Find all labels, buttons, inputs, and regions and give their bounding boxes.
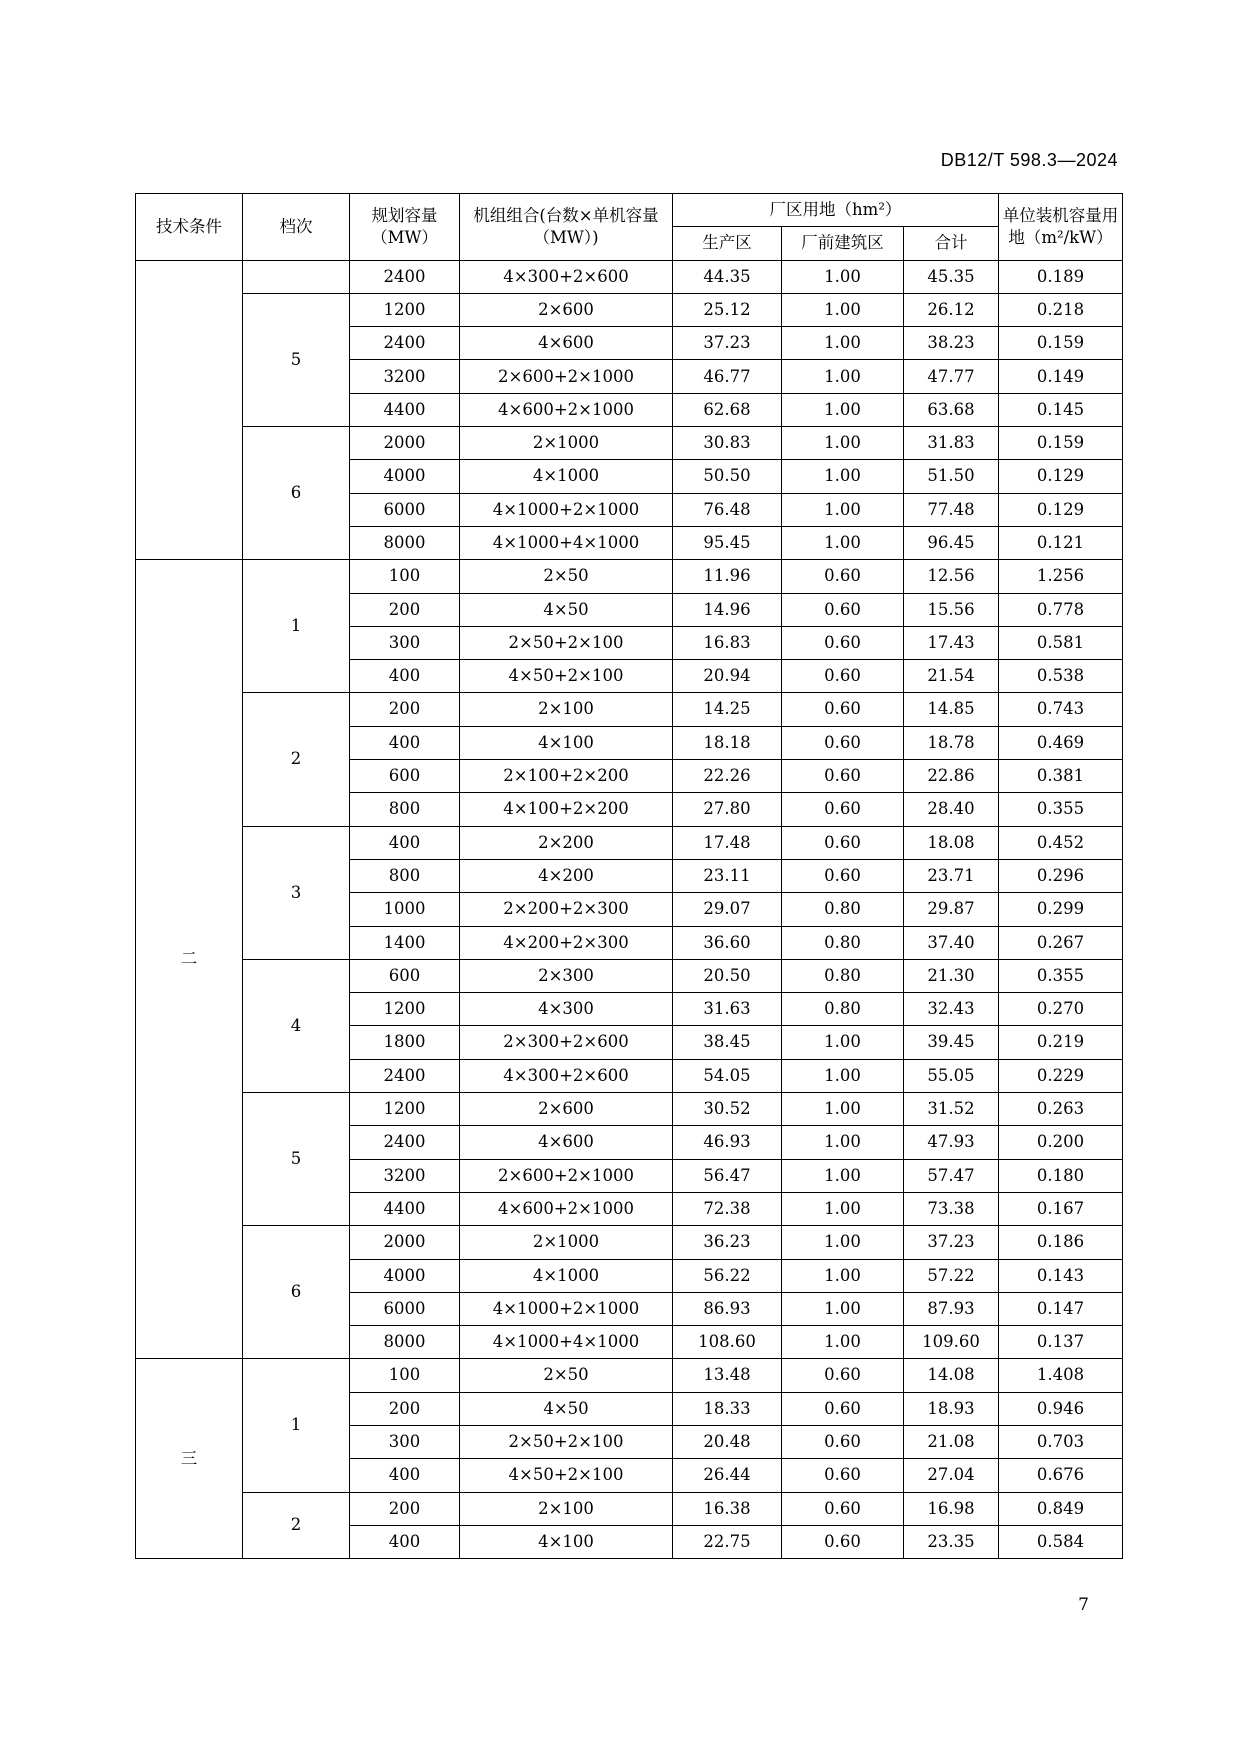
cell-combination: 4×600+2×1000 xyxy=(460,1192,673,1225)
cell-unit-land-use: 0.270 xyxy=(999,993,1123,1026)
cell-grade: 1 xyxy=(243,1359,350,1492)
cell-total: 29.87 xyxy=(904,893,999,926)
cell-unit-land-use: 0.849 xyxy=(999,1492,1123,1525)
cell-unit-land-use: 0.186 xyxy=(999,1226,1123,1259)
cell-total: 57.22 xyxy=(904,1259,999,1292)
cell-front-building: 0.60 xyxy=(782,1459,904,1492)
cell-production: 11.96 xyxy=(673,560,782,593)
cell-combination: 4×200 xyxy=(460,859,673,892)
cell-combination: 2×1000 xyxy=(460,1226,673,1259)
cell-production: 22.75 xyxy=(673,1525,782,1558)
cell-grade: 2 xyxy=(243,693,350,826)
cell-unit-land-use: 0.676 xyxy=(999,1459,1123,1492)
cell-capacity: 200 xyxy=(350,1392,460,1425)
cell-unit-land-use: 0.469 xyxy=(999,726,1123,759)
cell-front-building: 0.60 xyxy=(782,1425,904,1458)
cell-front-building: 0.80 xyxy=(782,959,904,992)
cell-front-building: 1.00 xyxy=(782,293,904,326)
cell-unit-land-use: 0.129 xyxy=(999,460,1123,493)
cell-combination: 2×100 xyxy=(460,1492,673,1525)
cell-capacity: 6000 xyxy=(350,1292,460,1325)
cell-capacity: 4400 xyxy=(350,1192,460,1225)
cell-total: 21.30 xyxy=(904,959,999,992)
cell-total: 28.40 xyxy=(904,793,999,826)
cell-capacity: 6000 xyxy=(350,493,460,526)
cell-total: 14.08 xyxy=(904,1359,999,1392)
cell-front-building: 1.00 xyxy=(782,360,904,393)
cell-unit-land-use: 0.452 xyxy=(999,826,1123,859)
cell-front-building: 1.00 xyxy=(782,1192,904,1225)
cell-front-building: 0.60 xyxy=(782,1492,904,1525)
cell-combination: 4×600 xyxy=(460,1126,673,1159)
cell-grade: 1 xyxy=(243,560,350,693)
cell-unit-land-use: 0.267 xyxy=(999,926,1123,959)
cell-production: 37.23 xyxy=(673,327,782,360)
cell-combination: 4×50 xyxy=(460,1392,673,1425)
cell-total: 57.47 xyxy=(904,1159,999,1192)
cell-total: 23.35 xyxy=(904,1525,999,1558)
cell-combination: 2×50+2×100 xyxy=(460,626,673,659)
cell-production: 14.25 xyxy=(673,693,782,726)
cell-capacity: 3200 xyxy=(350,1159,460,1192)
cell-production: 20.48 xyxy=(673,1425,782,1458)
cell-front-building: 1.00 xyxy=(782,1093,904,1126)
cell-front-building: 1.00 xyxy=(782,493,904,526)
cell-unit-land-use: 0.538 xyxy=(999,660,1123,693)
cell-production: 26.44 xyxy=(673,1459,782,1492)
cell-total: 55.05 xyxy=(904,1059,999,1092)
cell-unit-land-use: 0.137 xyxy=(999,1326,1123,1359)
cell-front-building: 0.80 xyxy=(782,926,904,959)
cell-total: 22.86 xyxy=(904,760,999,793)
cell-unit-land-use: 0.147 xyxy=(999,1292,1123,1325)
table-row xyxy=(136,826,1123,859)
cell-capacity: 2400 xyxy=(350,327,460,360)
cell-unit-land-use: 0.129 xyxy=(999,493,1123,526)
cell-tech-condition: 三 xyxy=(136,1359,243,1559)
cell-capacity: 300 xyxy=(350,1425,460,1458)
cell-total: 47.93 xyxy=(904,1126,999,1159)
cell-combination: 4×1000 xyxy=(460,1259,673,1292)
cell-total: 77.48 xyxy=(904,493,999,526)
cell-combination: 4×50+2×100 xyxy=(460,1459,673,1492)
cell-unit-land-use: 0.219 xyxy=(999,1026,1123,1059)
cell-combination: 4×300 xyxy=(460,993,673,1026)
cell-capacity: 8000 xyxy=(350,1326,460,1359)
cell-total: 27.04 xyxy=(904,1459,999,1492)
table-row xyxy=(136,693,1123,726)
cell-combination: 2×50 xyxy=(460,1359,673,1392)
cell-unit-land-use: 0.581 xyxy=(999,626,1123,659)
cell-front-building: 0.60 xyxy=(782,1359,904,1392)
cell-production: 86.93 xyxy=(673,1292,782,1325)
cell-total: 16.98 xyxy=(904,1492,999,1525)
cell-combination: 2×300+2×600 xyxy=(460,1026,673,1059)
cell-combination: 2×600+2×1000 xyxy=(460,360,673,393)
cell-production: 31.63 xyxy=(673,993,782,1026)
cell-total: 18.08 xyxy=(904,826,999,859)
page-number: 7 xyxy=(1078,1595,1089,1615)
cell-production: 20.94 xyxy=(673,660,782,693)
cell-capacity: 800 xyxy=(350,859,460,892)
cell-front-building: 1.00 xyxy=(782,260,904,293)
document-id: DB12/T 598.3—2024 xyxy=(940,150,1118,170)
cell-combination: 4×600 xyxy=(460,327,673,360)
cell-capacity: 300 xyxy=(350,626,460,659)
table-row xyxy=(136,1492,1123,1525)
cell-combination: 2×1000 xyxy=(460,427,673,460)
header-production-zone: 生产区 xyxy=(673,227,782,260)
land-use-table xyxy=(135,193,1123,1559)
cell-combination: 4×300+2×600 xyxy=(460,260,673,293)
header-planned-capacity: 规划容量（MW） xyxy=(350,194,460,261)
cell-unit-land-use: 0.229 xyxy=(999,1059,1123,1092)
cell-production: 50.50 xyxy=(673,460,782,493)
cell-capacity: 1200 xyxy=(350,993,460,1026)
cell-production: 76.48 xyxy=(673,493,782,526)
header-grade: 档次 xyxy=(243,194,350,261)
cell-total: 47.77 xyxy=(904,360,999,393)
cell-total: 12.56 xyxy=(904,560,999,593)
cell-unit-land-use: 0.263 xyxy=(999,1093,1123,1126)
cell-production: 108.60 xyxy=(673,1326,782,1359)
cell-production: 44.35 xyxy=(673,260,782,293)
cell-unit-land-use: 0.189 xyxy=(999,260,1123,293)
cell-front-building: 0.80 xyxy=(782,893,904,926)
table-row xyxy=(136,427,1123,460)
cell-front-building: 0.80 xyxy=(782,993,904,1026)
cell-combination: 4×300+2×600 xyxy=(460,1059,673,1092)
cell-total: 21.08 xyxy=(904,1425,999,1458)
cell-capacity: 600 xyxy=(350,760,460,793)
cell-unit-land-use: 0.143 xyxy=(999,1259,1123,1292)
cell-combination: 4×1000+2×1000 xyxy=(460,1292,673,1325)
cell-production: 38.45 xyxy=(673,1026,782,1059)
cell-capacity: 400 xyxy=(350,826,460,859)
header-unit-land-use: 单位装机容量用地（m²/kW） xyxy=(999,194,1123,261)
cell-grade: 5 xyxy=(243,1093,350,1226)
table-row xyxy=(136,293,1123,326)
cell-total: 39.45 xyxy=(904,1026,999,1059)
cell-production: 46.93 xyxy=(673,1126,782,1159)
cell-unit-land-use: 0.296 xyxy=(999,859,1123,892)
cell-capacity: 600 xyxy=(350,959,460,992)
cell-total: 18.78 xyxy=(904,726,999,759)
cell-production: 62.68 xyxy=(673,393,782,426)
cell-unit-land-use: 0.299 xyxy=(999,893,1123,926)
cell-combination: 2×100 xyxy=(460,693,673,726)
cell-front-building: 0.60 xyxy=(782,660,904,693)
cell-combination: 4×1000 xyxy=(460,460,673,493)
cell-combination: 2×100+2×200 xyxy=(460,760,673,793)
cell-production: 36.23 xyxy=(673,1226,782,1259)
cell-grade: 4 xyxy=(243,959,350,1092)
table-row xyxy=(136,260,1123,293)
cell-total: 51.50 xyxy=(904,460,999,493)
cell-front-building: 1.00 xyxy=(782,427,904,460)
cell-front-building: 0.60 xyxy=(782,560,904,593)
cell-total: 87.93 xyxy=(904,1292,999,1325)
cell-total: 37.40 xyxy=(904,926,999,959)
table-row xyxy=(136,1226,1123,1259)
cell-unit-land-use: 0.200 xyxy=(999,1126,1123,1159)
cell-capacity: 1000 xyxy=(350,893,460,926)
cell-combination: 4×50 xyxy=(460,593,673,626)
cell-total: 31.52 xyxy=(904,1093,999,1126)
cell-front-building: 1.00 xyxy=(782,1059,904,1092)
cell-capacity: 4400 xyxy=(350,393,460,426)
cell-combination: 2×600+2×1000 xyxy=(460,1159,673,1192)
cell-capacity: 3200 xyxy=(350,360,460,393)
cell-capacity: 4000 xyxy=(350,460,460,493)
cell-front-building: 1.00 xyxy=(782,327,904,360)
cell-total: 17.43 xyxy=(904,626,999,659)
cell-unit-land-use: 0.149 xyxy=(999,360,1123,393)
cell-capacity: 4000 xyxy=(350,1259,460,1292)
cell-unit-land-use: 0.946 xyxy=(999,1392,1123,1425)
cell-unit-land-use: 0.778 xyxy=(999,593,1123,626)
cell-production: 20.50 xyxy=(673,959,782,992)
cell-combination: 2×300 xyxy=(460,959,673,992)
table-row xyxy=(136,1093,1123,1126)
cell-capacity: 400 xyxy=(350,726,460,759)
cell-total: 109.60 xyxy=(904,1326,999,1359)
cell-production: 17.48 xyxy=(673,826,782,859)
cell-capacity: 200 xyxy=(350,593,460,626)
cell-capacity: 1200 xyxy=(350,293,460,326)
cell-total: 63.68 xyxy=(904,393,999,426)
cell-production: 16.83 xyxy=(673,626,782,659)
cell-unit-land-use: 0.180 xyxy=(999,1159,1123,1192)
cell-front-building: 0.60 xyxy=(782,793,904,826)
cell-unit-land-use: 0.159 xyxy=(999,427,1123,460)
cell-production: 14.96 xyxy=(673,593,782,626)
cell-combination: 4×100 xyxy=(460,1525,673,1558)
cell-production: 16.38 xyxy=(673,1492,782,1525)
cell-total: 96.45 xyxy=(904,526,999,559)
cell-production: 27.80 xyxy=(673,793,782,826)
cell-production: 46.77 xyxy=(673,360,782,393)
cell-capacity: 200 xyxy=(350,693,460,726)
cell-total: 38.23 xyxy=(904,327,999,360)
cell-production: 30.83 xyxy=(673,427,782,460)
cell-production: 25.12 xyxy=(673,293,782,326)
cell-capacity: 2400 xyxy=(350,260,460,293)
cell-total: 18.93 xyxy=(904,1392,999,1425)
cell-production: 18.33 xyxy=(673,1392,782,1425)
cell-capacity: 8000 xyxy=(350,526,460,559)
cell-total: 15.56 xyxy=(904,593,999,626)
cell-front-building: 1.00 xyxy=(782,1226,904,1259)
cell-combination: 4×100+2×200 xyxy=(460,793,673,826)
cell-grade: 6 xyxy=(243,1226,350,1359)
header-front-building-zone: 厂前建筑区 xyxy=(782,227,904,260)
cell-front-building: 0.60 xyxy=(782,859,904,892)
cell-unit-land-use: 0.121 xyxy=(999,526,1123,559)
cell-unit-land-use: 0.743 xyxy=(999,693,1123,726)
cell-grade xyxy=(243,260,350,293)
cell-production: 30.52 xyxy=(673,1093,782,1126)
cell-production: 22.26 xyxy=(673,760,782,793)
cell-capacity: 2000 xyxy=(350,427,460,460)
cell-unit-land-use: 0.703 xyxy=(999,1425,1123,1458)
cell-production: 56.47 xyxy=(673,1159,782,1192)
header-unit-combination: 机组组合(台数×单机容量（MW）) xyxy=(460,194,673,261)
cell-unit-land-use: 0.159 xyxy=(999,327,1123,360)
cell-total: 45.35 xyxy=(904,260,999,293)
cell-combination: 2×600 xyxy=(460,1093,673,1126)
cell-total: 26.12 xyxy=(904,293,999,326)
table-row xyxy=(136,560,1123,593)
cell-front-building: 0.60 xyxy=(782,760,904,793)
cell-total: 14.85 xyxy=(904,693,999,726)
cell-production: 13.48 xyxy=(673,1359,782,1392)
cell-combination: 4×1000+4×1000 xyxy=(460,1326,673,1359)
cell-front-building: 0.60 xyxy=(782,826,904,859)
cell-combination: 4×600+2×1000 xyxy=(460,393,673,426)
cell-grade: 2 xyxy=(243,1492,350,1559)
cell-front-building: 0.60 xyxy=(782,626,904,659)
cell-front-building: 0.60 xyxy=(782,593,904,626)
cell-capacity: 1400 xyxy=(350,926,460,959)
table-body xyxy=(136,260,1123,1559)
cell-total: 31.83 xyxy=(904,427,999,460)
cell-tech-condition xyxy=(136,260,243,560)
cell-capacity: 400 xyxy=(350,660,460,693)
cell-grade: 3 xyxy=(243,826,350,959)
cell-grade: 6 xyxy=(243,427,350,560)
cell-front-building: 0.60 xyxy=(782,1525,904,1558)
cell-front-building: 1.00 xyxy=(782,526,904,559)
cell-unit-land-use: 0.218 xyxy=(999,293,1123,326)
cell-front-building: 1.00 xyxy=(782,1259,904,1292)
cell-front-building: 1.00 xyxy=(782,1026,904,1059)
cell-unit-land-use: 1.408 xyxy=(999,1359,1123,1392)
cell-grade: 5 xyxy=(243,293,350,426)
cell-production: 36.60 xyxy=(673,926,782,959)
table-row xyxy=(136,1359,1123,1392)
cell-combination: 4×50+2×100 xyxy=(460,660,673,693)
cell-unit-land-use: 0.167 xyxy=(999,1192,1123,1225)
cell-unit-land-use: 0.355 xyxy=(999,793,1123,826)
header-plant-area: 厂区用地（hm²） xyxy=(673,194,999,227)
cell-front-building: 1.00 xyxy=(782,1326,904,1359)
cell-combination: 2×50 xyxy=(460,560,673,593)
cell-total: 32.43 xyxy=(904,993,999,1026)
cell-unit-land-use: 0.355 xyxy=(999,959,1123,992)
cell-front-building: 1.00 xyxy=(782,1292,904,1325)
cell-total: 21.54 xyxy=(904,660,999,693)
cell-capacity: 1800 xyxy=(350,1026,460,1059)
cell-combination: 4×100 xyxy=(460,726,673,759)
cell-production: 95.45 xyxy=(673,526,782,559)
cell-tech-condition: 二 xyxy=(136,560,243,1359)
cell-capacity: 100 xyxy=(350,1359,460,1392)
cell-production: 54.05 xyxy=(673,1059,782,1092)
cell-production: 18.18 xyxy=(673,726,782,759)
cell-capacity: 2400 xyxy=(350,1126,460,1159)
cell-capacity: 400 xyxy=(350,1459,460,1492)
cell-front-building: 1.00 xyxy=(782,1126,904,1159)
cell-combination: 4×1000+2×1000 xyxy=(460,493,673,526)
cell-total: 37.23 xyxy=(904,1226,999,1259)
cell-unit-land-use: 0.381 xyxy=(999,760,1123,793)
cell-total: 23.71 xyxy=(904,859,999,892)
header-total: 合计 xyxy=(904,227,999,260)
cell-unit-land-use: 0.145 xyxy=(999,393,1123,426)
cell-combination: 2×600 xyxy=(460,293,673,326)
cell-front-building: 1.00 xyxy=(782,460,904,493)
cell-production: 72.38 xyxy=(673,1192,782,1225)
cell-combination: 4×1000+4×1000 xyxy=(460,526,673,559)
cell-capacity: 200 xyxy=(350,1492,460,1525)
cell-total: 73.38 xyxy=(904,1192,999,1225)
cell-unit-land-use: 0.584 xyxy=(999,1525,1123,1558)
cell-combination: 2×200 xyxy=(460,826,673,859)
cell-capacity: 1200 xyxy=(350,1093,460,1126)
header-tech-condition: 技术条件 xyxy=(136,194,243,261)
cell-capacity: 2400 xyxy=(350,1059,460,1092)
cell-front-building: 1.00 xyxy=(782,1159,904,1192)
cell-unit-land-use: 1.256 xyxy=(999,560,1123,593)
cell-front-building: 1.00 xyxy=(782,393,904,426)
cell-capacity: 2000 xyxy=(350,1226,460,1259)
cell-production: 29.07 xyxy=(673,893,782,926)
cell-combination: 2×200+2×300 xyxy=(460,893,673,926)
cell-front-building: 0.60 xyxy=(782,726,904,759)
cell-combination: 4×200+2×300 xyxy=(460,926,673,959)
cell-capacity: 800 xyxy=(350,793,460,826)
cell-production: 23.11 xyxy=(673,859,782,892)
table-row xyxy=(136,959,1123,992)
cell-front-building: 0.60 xyxy=(782,1392,904,1425)
cell-capacity: 400 xyxy=(350,1525,460,1558)
cell-front-building: 0.60 xyxy=(782,693,904,726)
cell-production: 56.22 xyxy=(673,1259,782,1292)
cell-combination: 2×50+2×100 xyxy=(460,1425,673,1458)
cell-capacity: 100 xyxy=(350,560,460,593)
